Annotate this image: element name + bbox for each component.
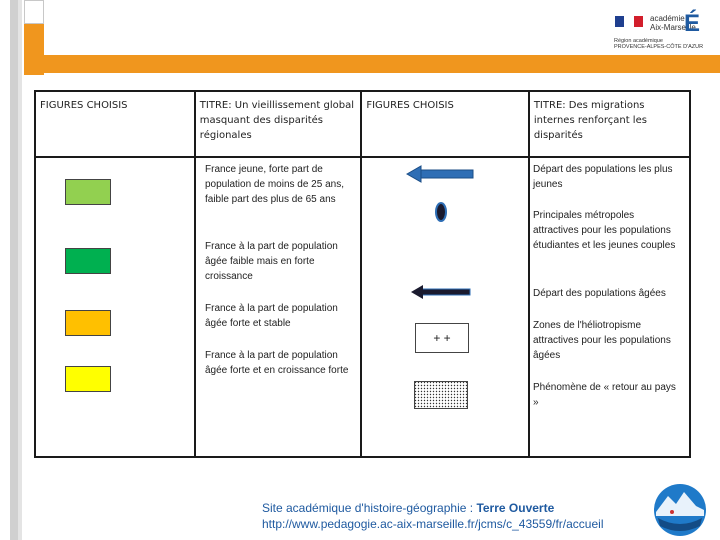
- left-symbols-cell: [35, 157, 195, 457]
- footer-site-line: [262, 501, 554, 515]
- col1-header: FIGURES CHOISIS: [35, 91, 195, 157]
- flag-icon: [615, 16, 643, 27]
- left-legend-label-4: France à la part de population âgée forte et en croissance forte: [205, 350, 349, 376]
- swatch-aging-growing: [65, 366, 111, 392]
- swatch-aging-stable: [65, 310, 111, 336]
- right-legend-label-2: Principales métropoles attractives pour les populations étudiantes et les jeunes couples: [533, 210, 676, 251]
- left-legend-label-2: France à la part de population âgée faible mais en forte croissance: [205, 241, 338, 282]
- swatch-young-france: [65, 179, 111, 205]
- left-border-bar: [10, 0, 18, 540]
- right-labels-cell: [529, 157, 690, 457]
- col4-header: TITRE: Des migrations internes renforçant les disparités: [529, 91, 690, 157]
- logo-text: académie Aix-Marseille: [650, 14, 696, 32]
- col2-header: TITRE: Un vieillissement global masquant des disparités régionales: [195, 91, 362, 157]
- academy-logo: [612, 10, 712, 52]
- orange-horizontal-band: [24, 55, 720, 73]
- left-border-bar-inner: [18, 0, 22, 540]
- dark-arrow-icon: [410, 283, 472, 301]
- col3-header: FIGURES CHOISIS: [361, 91, 529, 157]
- logo-region: Région académique PROVENCE-ALPES-CÔTE D'AZUR: [614, 38, 704, 50]
- swatch-aging-low: [65, 248, 111, 274]
- right-legend-label-3: Départ des populations âgées: [533, 288, 666, 299]
- dotted-box-icon: [414, 381, 468, 409]
- footer-site-prefix: Site académique d'histoire-géographie :: [262, 501, 477, 515]
- blue-ellipse-icon: [433, 200, 449, 224]
- footer-site-name[interactable]: Terre Ouverte: [476, 501, 555, 515]
- right-legend-label-5: Phénomène de « retour au pays »: [533, 382, 676, 408]
- footer-url[interactable]: http://www.pedagogie.ac-aix-marseille.fr/jcms/c_43559/fr/accueil: [262, 517, 604, 531]
- plus-box-icon: + +: [415, 323, 469, 353]
- blue-arrow-icon: [405, 163, 477, 185]
- left-legend-label-1: France jeune, forte part de population de moins de 25 ans, faible part des plus de 65 ans: [205, 164, 344, 205]
- corner-box: [24, 0, 44, 24]
- logo-e-icon: É: [684, 10, 701, 37]
- right-legend-label-1: Départ des populations les plus jeunes: [533, 164, 673, 190]
- left-legend-label-3: France à la part de population âgée forte et stable: [205, 303, 338, 329]
- right-legend-label-4: Zones de l'héliotropisme attractives pour les populations âgées: [533, 320, 671, 361]
- terre-ouverte-logo: [652, 482, 708, 538]
